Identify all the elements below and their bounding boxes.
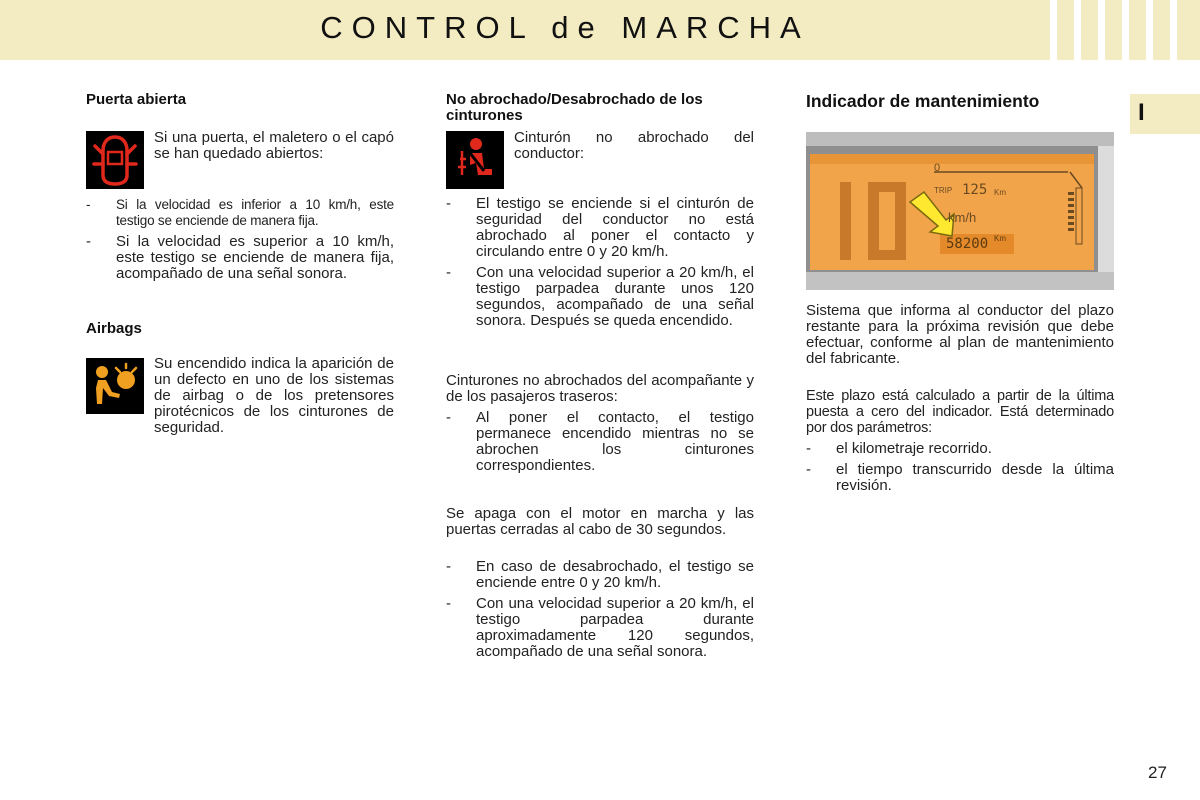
section-tab [1130, 94, 1200, 134]
heading-maintenance: Indicador de mantenimiento [806, 91, 1040, 111]
page-title: CONTROL de MARCHA [320, 10, 810, 45]
airbag-warning-icon [86, 358, 144, 414]
trip-label: TRIP [934, 186, 953, 195]
parameters-list [806, 441, 1114, 494]
dashboard-photo: 0 TRIP 125 Km km/h 58200 Km [806, 132, 1114, 290]
list-item: - el kilometraje recorrido. [806, 440, 992, 457]
list-item: - Si la velocidad es superior a 10 km/h, este testigo se enciende de manera fija, acompañado de una señal sonora. [86, 233, 394, 282]
trip-unit: Km [994, 188, 1006, 197]
driver-list [446, 196, 754, 329]
heading-door-open: Puerta abierta [86, 91, 187, 108]
heading-airbags: Airbags [86, 320, 142, 337]
trip-value: 125 [962, 182, 988, 198]
off-list [446, 559, 754, 660]
list-item: - Al poner el contacto, el testigo permanece encendido mientras no se abrochen los cinturones correspondientes. [446, 409, 754, 474]
page-header [0, 0, 1200, 60]
header-stripes [1050, 0, 1200, 60]
list-item: - Si la velocidad es inferior a 10 km/h, este testigo se enciende de manera fija. [86, 197, 394, 228]
page-number: 27 [1148, 763, 1167, 782]
rear-list [446, 410, 754, 474]
heading-seatbelts: No abrochado/Desabrochado de los cinturones [446, 91, 703, 124]
seatbelt-intro: Cinturón no abrochado del conductor: [514, 129, 754, 162]
maintenance-para2: Este plazo está calculado a partir de la última puesta a cero del indicador. Está determinado por dos parámetros: [806, 388, 1114, 436]
column-door-airbags [86, 92, 394, 472]
column-maintenance [806, 92, 1114, 512]
airbags-text: Su encendido indica la aparición de un defecto en uno de los sistemas de airbag o de los pretensores pirotécnicos de los cinturones de seguridad. [154, 355, 394, 436]
door-list [86, 197, 394, 282]
door-intro: Si una puerta, el maletero o el capó se han quedado abiertos: [154, 129, 394, 162]
list-item: - El testigo se enciende si el cinturón de seguridad del conductor no está abrochado al poner el contacto y circulando entre 0 y 20 km/h. [446, 195, 754, 260]
off-intro: Se apaga con el motor en marcha y las puertas cerradas al cabo de 30 segundos. [446, 505, 754, 538]
list-item: - En caso de desabrochado, el testigo se enciende entre 0 y 20 km/h. [446, 558, 754, 591]
rear-intro: Cinturones no abrochados del acompañante y de los pasajeros traseros: [446, 372, 754, 405]
seatbelt-warning-icon [446, 131, 504, 189]
door-open-warning-icon [86, 131, 144, 189]
section-marker: I [1138, 99, 1145, 126]
list-item: - el tiempo transcurrido desde la última revisión. [806, 461, 1114, 494]
speed-unit: km/h [948, 210, 977, 225]
service-value: 58200 [946, 236, 989, 252]
list-item: - Con una velocidad superior a 20 km/h, el testigo parpadea durante aproximadamente 120 segundos, acompañado de una señal sonora. [446, 595, 754, 660]
column-seatbelts [446, 92, 754, 672]
maintenance-para1: Sistema que informa al conductor del plazo restante para la próxima revisión que debe efectuar, conforme al plan de mantenimiento del fabricante. [806, 302, 1114, 367]
list-item: - Con una velocidad superior a 20 km/h, el testigo parpadea durante unos 120 segundos, acompañado de una señal sonora. Después se queda encendido. [446, 264, 754, 329]
service-unit: Km [994, 234, 1006, 243]
